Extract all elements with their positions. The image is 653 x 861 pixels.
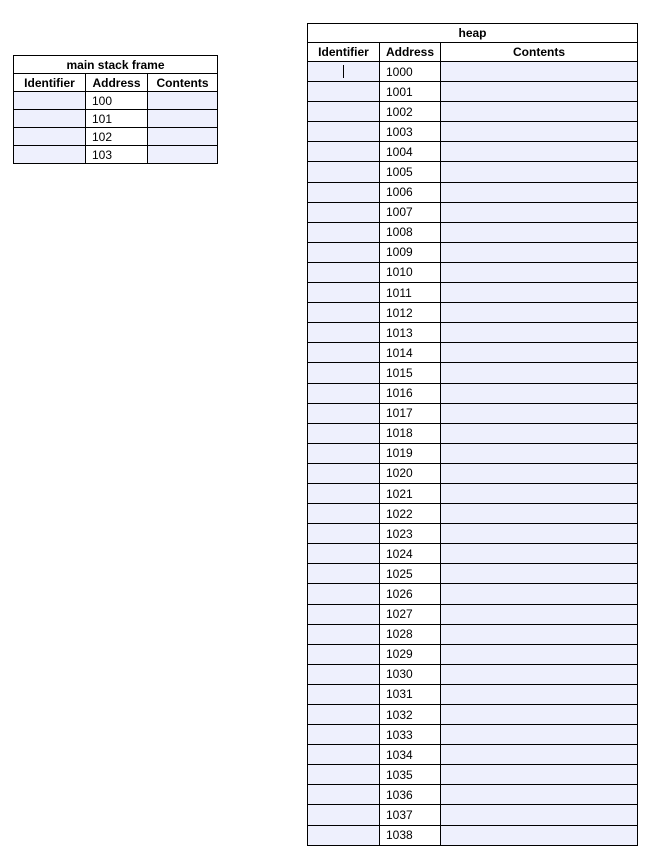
table-row <box>308 705 638 725</box>
heap-identifier-cell[interactable] <box>308 202 380 222</box>
heap-contents-cell[interactable] <box>441 805 638 825</box>
heap-contents-cell[interactable] <box>441 142 638 162</box>
text-cursor <box>343 65 344 78</box>
heap-address-cell: 1027 <box>380 604 441 624</box>
heap-identifier-cell[interactable] <box>308 343 380 363</box>
table-row <box>308 222 638 242</box>
heap-address-cell: 1037 <box>380 805 441 825</box>
heap-identifier-cell[interactable] <box>308 463 380 483</box>
heap-header-contents: Contents <box>441 43 638 62</box>
heap-identifier-cell[interactable] <box>308 705 380 725</box>
heap-identifier-cell[interactable] <box>308 323 380 343</box>
heap-address-cell: 1022 <box>380 504 441 524</box>
heap-address-cell: 1003 <box>380 122 441 142</box>
heap-address-cell: 1013 <box>380 323 441 343</box>
heap-address-cell: 1011 <box>380 283 441 303</box>
stack-header-address: Address <box>86 74 148 92</box>
heap-identifier-cell[interactable] <box>308 383 380 403</box>
stack-identifier-cell[interactable] <box>14 146 86 164</box>
heap-identifier-cell[interactable] <box>308 805 380 825</box>
heap-identifier-cell[interactable] <box>308 363 380 383</box>
heap-contents-cell[interactable] <box>441 785 638 805</box>
heap-address-cell: 1018 <box>380 423 441 443</box>
table-row <box>308 604 638 624</box>
heap-address-cell: 1006 <box>380 182 441 202</box>
table-row <box>308 684 638 704</box>
heap-contents-cell[interactable] <box>441 262 638 282</box>
table-row <box>14 128 218 146</box>
heap-identifier-cell[interactable] <box>308 62 380 82</box>
heap-address-cell: 1005 <box>380 162 441 182</box>
heap-address-cell: 1007 <box>380 202 441 222</box>
heap-contents-cell[interactable] <box>441 283 638 303</box>
heap-address-cell: 1001 <box>380 82 441 102</box>
table-row <box>14 146 218 164</box>
stack-identifier-cell[interactable] <box>14 92 86 110</box>
heap-identifier-cell[interactable] <box>308 82 380 102</box>
heap-address-cell: 1038 <box>380 825 441 845</box>
heap-title: heap <box>308 24 638 43</box>
table-row <box>308 765 638 785</box>
heap-address-cell: 1015 <box>380 363 441 383</box>
heap-identifier-cell[interactable] <box>308 584 380 604</box>
heap-address-cell: 1004 <box>380 142 441 162</box>
stack-address-cell: 103 <box>86 146 148 164</box>
heap-address-cell: 1010 <box>380 262 441 282</box>
heap-identifier-cell[interactable] <box>308 283 380 303</box>
table-row <box>308 122 638 142</box>
heap-identifier-cell[interactable] <box>308 644 380 664</box>
main-stack-frame-table <box>13 55 218 164</box>
heap-contents-cell[interactable] <box>441 202 638 222</box>
table-row <box>308 102 638 122</box>
heap-contents-cell[interactable] <box>441 343 638 363</box>
table-row <box>308 564 638 584</box>
stack-contents-cell[interactable] <box>148 146 218 164</box>
table-row <box>308 262 638 282</box>
table-row <box>308 725 638 745</box>
heap-identifier-cell[interactable] <box>308 162 380 182</box>
heap-address-cell: 1024 <box>380 544 441 564</box>
heap-address-cell: 1026 <box>380 584 441 604</box>
heap-contents-cell[interactable] <box>441 383 638 403</box>
heap-identifier-cell[interactable] <box>308 604 380 624</box>
stack-contents-cell[interactable] <box>148 128 218 146</box>
heap-identifier-cell[interactable] <box>308 504 380 524</box>
heap-address-cell: 1028 <box>380 624 441 644</box>
heap-identifier-cell[interactable] <box>308 403 380 423</box>
heap-identifier-cell[interactable] <box>308 423 380 443</box>
heap-contents-cell[interactable] <box>441 564 638 584</box>
heap-address-cell: 1012 <box>380 303 441 323</box>
heap-address-cell: 1000 <box>380 62 441 82</box>
stack-contents-cell[interactable] <box>148 110 218 128</box>
stack-address-cell: 102 <box>86 128 148 146</box>
table-row <box>308 162 638 182</box>
table-row <box>308 242 638 262</box>
heap-contents-cell[interactable] <box>441 403 638 423</box>
heap-contents-cell[interactable] <box>441 82 638 102</box>
heap-identifier-cell[interactable] <box>308 544 380 564</box>
heap-identifier-cell[interactable] <box>308 765 380 785</box>
stack-address-cell: 100 <box>86 92 148 110</box>
table-row <box>308 303 638 323</box>
table-row <box>308 283 638 303</box>
table-row <box>308 343 638 363</box>
stack-identifier-cell[interactable] <box>14 110 86 128</box>
stack-frame-title: main stack frame <box>14 56 218 74</box>
table-row <box>308 745 638 765</box>
heap-identifier-cell[interactable] <box>308 142 380 162</box>
table-row <box>308 62 638 82</box>
table-row <box>308 624 638 644</box>
heap-address-cell: 1008 <box>380 222 441 242</box>
heap-table <box>307 23 638 846</box>
stack-contents-cell[interactable] <box>148 92 218 110</box>
table-row <box>14 110 218 128</box>
heap-contents-cell[interactable] <box>441 323 638 343</box>
heap-identifier-cell[interactable] <box>308 825 380 845</box>
heap-address-cell: 1009 <box>380 242 441 262</box>
heap-identifier-cell[interactable] <box>308 624 380 644</box>
heap-address-cell: 1021 <box>380 483 441 503</box>
heap-contents-cell[interactable] <box>441 725 638 745</box>
heap-identifier-cell[interactable] <box>308 664 380 684</box>
heap-address-cell: 1002 <box>380 102 441 122</box>
heap-address-cell: 1035 <box>380 765 441 785</box>
table-row <box>308 202 638 222</box>
heap-contents-cell[interactable] <box>441 62 638 82</box>
table-row <box>308 504 638 524</box>
stack-identifier-cell[interactable] <box>14 128 86 146</box>
heap-contents-cell[interactable] <box>441 705 638 725</box>
heap-contents-cell[interactable] <box>441 443 638 463</box>
table-row <box>308 664 638 684</box>
table-row <box>308 825 638 845</box>
heap-contents-cell[interactable] <box>441 182 638 202</box>
table-row <box>308 403 638 423</box>
table-row <box>308 363 638 383</box>
table-row <box>308 805 638 825</box>
heap-address-cell: 1020 <box>380 463 441 483</box>
table-row <box>308 82 638 102</box>
heap-address-cell: 1034 <box>380 745 441 765</box>
heap-contents-cell[interactable] <box>441 524 638 544</box>
heap-identifier-cell[interactable] <box>308 785 380 805</box>
heap-identifier-cell[interactable] <box>308 684 380 704</box>
heap-contents-cell[interactable] <box>441 162 638 182</box>
heap-identifier-cell[interactable] <box>308 564 380 584</box>
heap-header-identifier: Identifier <box>308 43 380 62</box>
heap-contents-cell[interactable] <box>441 363 638 383</box>
heap-identifier-cell[interactable] <box>308 483 380 503</box>
heap-contents-cell[interactable] <box>441 664 638 684</box>
heap-address-cell: 1030 <box>380 664 441 684</box>
table-row <box>308 423 638 443</box>
heap-contents-cell[interactable] <box>441 242 638 262</box>
heap-identifier-cell[interactable] <box>308 122 380 142</box>
heap-contents-cell[interactable] <box>441 624 638 644</box>
heap-address-cell: 1023 <box>380 524 441 544</box>
table-row <box>308 544 638 564</box>
heap-address-cell: 1029 <box>380 644 441 664</box>
heap-contents-cell[interactable] <box>441 765 638 785</box>
heap-identifier-cell[interactable] <box>308 524 380 544</box>
heap-contents-cell[interactable] <box>441 102 638 122</box>
heap-identifier-cell[interactable] <box>308 182 380 202</box>
heap-identifier-cell[interactable] <box>308 745 380 765</box>
table-row <box>308 584 638 604</box>
table-row <box>308 524 638 544</box>
heap-address-cell: 1036 <box>380 785 441 805</box>
heap-identifier-cell[interactable] <box>308 242 380 262</box>
heap-identifier-cell[interactable] <box>308 725 380 745</box>
heap-address-cell: 1016 <box>380 383 441 403</box>
table-row <box>308 644 638 664</box>
heap-address-cell: 1032 <box>380 705 441 725</box>
heap-contents-cell[interactable] <box>441 222 638 242</box>
stack-header-contents: Contents <box>148 74 218 92</box>
table-row <box>308 463 638 483</box>
heap-contents-cell[interactable] <box>441 604 638 624</box>
heap-contents-cell[interactable] <box>441 584 638 604</box>
table-row <box>308 443 638 463</box>
heap-address-cell: 1031 <box>380 684 441 704</box>
heap-identifier-cell[interactable] <box>308 303 380 323</box>
heap-contents-cell[interactable] <box>441 504 638 524</box>
heap-contents-cell[interactable] <box>441 483 638 503</box>
table-row <box>308 383 638 403</box>
stack-header-identifier: Identifier <box>14 74 86 92</box>
heap-identifier-cell[interactable] <box>308 443 380 463</box>
heap-contents-cell[interactable] <box>441 825 638 845</box>
heap-address-cell: 1014 <box>380 343 441 363</box>
heap-contents-cell[interactable] <box>441 303 638 323</box>
table-row <box>308 323 638 343</box>
table-row <box>308 483 638 503</box>
heap-header-address: Address <box>380 43 441 62</box>
heap-address-cell: 1019 <box>380 443 441 463</box>
heap-address-cell: 1025 <box>380 564 441 584</box>
heap-identifier-cell[interactable] <box>308 222 380 242</box>
stack-address-cell: 101 <box>86 110 148 128</box>
table-row <box>308 142 638 162</box>
heap-contents-cell[interactable] <box>441 684 638 704</box>
heap-contents-cell[interactable] <box>441 423 638 443</box>
table-row <box>14 92 218 110</box>
heap-address-cell: 1033 <box>380 725 441 745</box>
heap-contents-cell[interactable] <box>441 122 638 142</box>
table-row <box>308 785 638 805</box>
heap-identifier-cell[interactable] <box>308 262 380 282</box>
heap-contents-cell[interactable] <box>441 544 638 564</box>
table-row <box>308 182 638 202</box>
heap-identifier-cell[interactable] <box>308 102 380 122</box>
heap-contents-cell[interactable] <box>441 463 638 483</box>
heap-contents-cell[interactable] <box>441 745 638 765</box>
heap-contents-cell[interactable] <box>441 644 638 664</box>
heap-address-cell: 1017 <box>380 403 441 423</box>
